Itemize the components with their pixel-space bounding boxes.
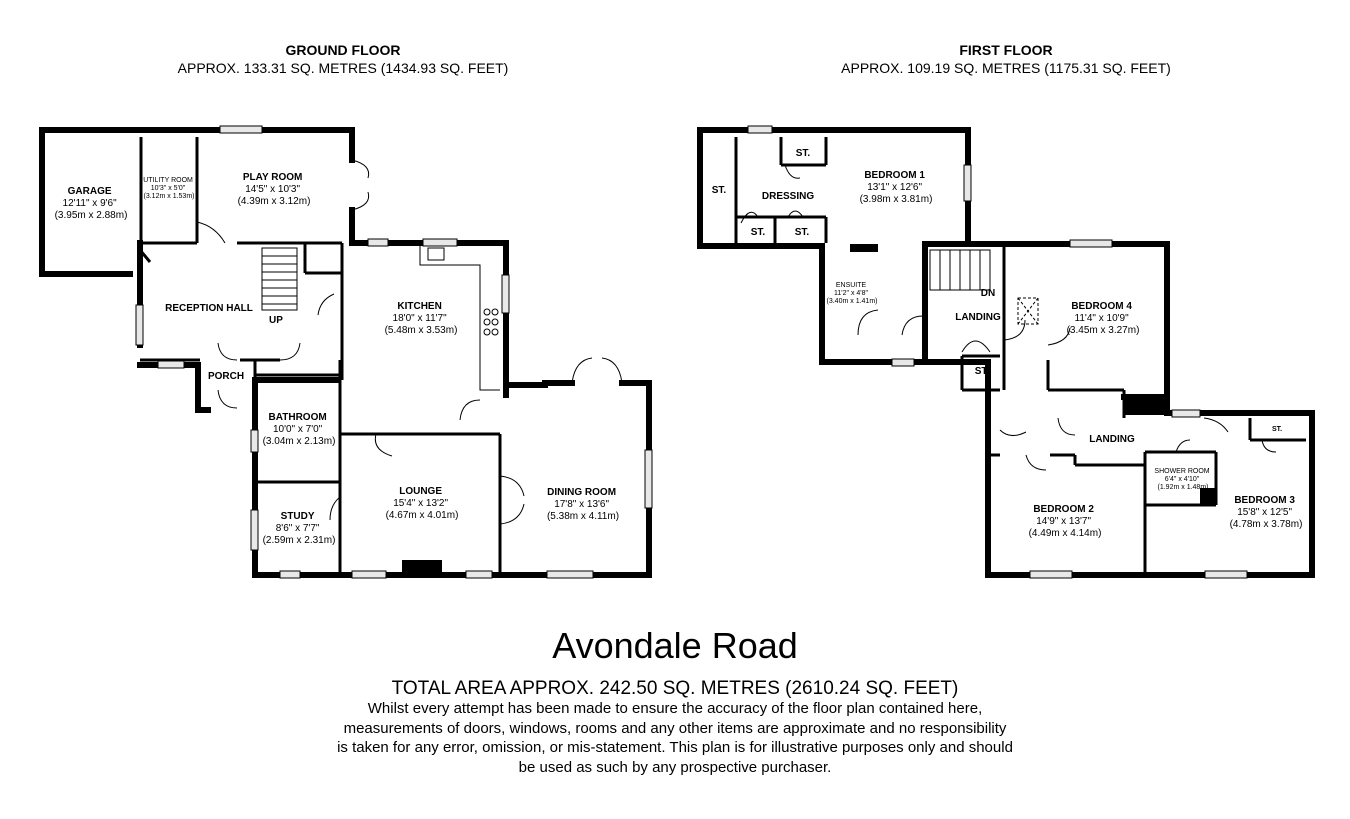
bedroom-3-name: BEDROOM 3 bbox=[1234, 495, 1295, 506]
landing-upper-label bbox=[955, 312, 1001, 323]
dining-room-label bbox=[547, 487, 619, 522]
dressing-name: DRESSING bbox=[761, 191, 815, 202]
bathroom-imperial: 10'0" x 7'0" bbox=[272, 424, 323, 435]
lounge-name: LOUNGE bbox=[399, 486, 442, 497]
disclaimer-line: Whilst every attempt has been made to ensure the accuracy of the floor plan contained here, bbox=[367, 700, 983, 717]
kitchen-label bbox=[385, 301, 458, 336]
ensuite-imperial: 11'2" x 4'8" bbox=[834, 290, 869, 297]
utility-room-name: UTILITY ROOM bbox=[143, 177, 193, 184]
play-room-imperial: 14'5" x 10'3" bbox=[245, 184, 301, 195]
study-imperial: 8'6" x 7'7" bbox=[275, 523, 320, 534]
bedroom-2-imperial: 14'9" x 13'7" bbox=[1036, 516, 1092, 527]
porch-name: PORCH bbox=[207, 371, 245, 382]
shower-room-name: SHOWER ROOM bbox=[1154, 468, 1210, 475]
bedroom-3-label bbox=[1230, 495, 1303, 530]
bedroom-4-metric: (3.45m x 3.27m) bbox=[1066, 325, 1140, 336]
reception-hall-name: RECEPTION HALL bbox=[165, 303, 253, 314]
garage-label bbox=[55, 186, 128, 221]
store-label-6: ST. bbox=[1271, 426, 1283, 433]
stairs-down-label: DN bbox=[980, 288, 996, 299]
landing-lower-label bbox=[1089, 434, 1135, 445]
play-room-label bbox=[238, 172, 311, 207]
study-metric: (2.59m x 2.31m) bbox=[262, 535, 336, 546]
bedroom-4-label bbox=[1067, 301, 1140, 336]
bedroom-3-metric: (4.78m x 3.78m) bbox=[1229, 519, 1303, 530]
disclaimer-line: be used as such by any prospective purchaser. bbox=[518, 758, 832, 776]
study-name: STUDY bbox=[280, 511, 315, 522]
store-label-5: ST. bbox=[974, 366, 990, 377]
utility-room-imperial: 10'3" x 5'0" bbox=[150, 185, 186, 192]
bedroom-2-name: BEDROOM 2 bbox=[1033, 504, 1094, 515]
bathroom-metric: (3.04m x 2.13m) bbox=[262, 436, 336, 447]
ensuite-label bbox=[827, 282, 878, 305]
porch-label bbox=[208, 371, 244, 382]
store-label-1: ST. bbox=[711, 185, 727, 196]
bedroom-2-metric: (4.49m x 4.14m) bbox=[1028, 528, 1102, 539]
first-floor-area: APPROX. 109.19 SQ. METRES (1175.31 SQ. FEET) bbox=[841, 60, 1171, 76]
garage-name: GARAGE bbox=[67, 186, 112, 197]
play-room-name: PLAY ROOM bbox=[242, 172, 303, 183]
store-label-3: ST. bbox=[750, 227, 766, 238]
bathroom-label bbox=[263, 412, 336, 447]
lounge-imperial: 15'4" x 13'2" bbox=[393, 498, 449, 509]
disclaimer-line: measurements of doors, windows, rooms and any other items are approximate and no responsibility bbox=[343, 719, 1007, 737]
lounge-metric: (4.67m x 4.01m) bbox=[385, 510, 459, 521]
bedroom-1-imperial: 13'1" x 12'6" bbox=[867, 182, 923, 193]
bedroom-2-label bbox=[1029, 504, 1102, 539]
bedroom-1-label bbox=[860, 170, 933, 205]
bedroom-4-imperial: 11'4" x 10'9" bbox=[1074, 313, 1129, 324]
garage-metric: (3.95m x 2.88m) bbox=[54, 210, 128, 221]
ground-floor-labels bbox=[55, 172, 619, 546]
bedroom-1-metric: (3.98m x 3.81m) bbox=[859, 194, 933, 205]
property-title: Avondale Road bbox=[552, 625, 798, 666]
ensuite-name: ENSUITE bbox=[835, 282, 867, 289]
first-floor-labels bbox=[712, 148, 1303, 539]
shower-room-label bbox=[1154, 468, 1211, 491]
shower-room-metric: (1.92m x 1.48m) bbox=[1157, 484, 1209, 491]
garage-imperial: 12'11" x 9'6" bbox=[62, 198, 117, 209]
stairs-up-label: UP bbox=[269, 315, 283, 326]
bedroom-1-name: BEDROOM 1 bbox=[864, 170, 925, 181]
dining-room-name: DINING ROOM bbox=[547, 487, 617, 498]
kitchen-metric: (5.48m x 3.53m) bbox=[384, 325, 458, 336]
store-label-4: ST. bbox=[794, 227, 810, 238]
ensuite-metric: (3.40m x 1.41m) bbox=[826, 298, 878, 305]
dining-room-imperial: 17'8" x 13'6" bbox=[554, 499, 610, 510]
utility-room-label bbox=[143, 177, 195, 200]
study-label bbox=[263, 511, 336, 546]
kitchen-name: KITCHEN bbox=[397, 301, 442, 312]
bedroom-4-name: BEDROOM 4 bbox=[1071, 301, 1132, 312]
dining-room-metric: (5.38m x 4.11m) bbox=[546, 511, 620, 522]
lounge-label bbox=[386, 486, 459, 521]
disclaimer bbox=[0, 699, 1350, 777]
play-room-metric: (4.39m x 3.12m) bbox=[237, 196, 311, 207]
disclaimer-line: is taken for any error, omission, or mis-statement. This plan is for illustrative purposes only and should bbox=[337, 739, 1013, 756]
total-area: TOTAL AREA APPROX. 242.50 SQ. METRES (2610.24 SQ. FEET) bbox=[391, 678, 959, 699]
first-floor-name: FIRST FLOOR bbox=[959, 42, 1053, 58]
kitchen-imperial: 18'0" x 11'7" bbox=[392, 313, 447, 324]
dressing-label bbox=[762, 191, 814, 202]
store-label-2: ST. bbox=[795, 148, 811, 159]
landing-lower-name: LANDING bbox=[1089, 434, 1135, 445]
landing-upper-name: LANDING bbox=[955, 312, 1001, 323]
ground-floor-name: GROUND FLOOR bbox=[285, 42, 401, 58]
bedroom-3-imperial: 15'8" x 12'5" bbox=[1237, 507, 1293, 518]
shower-room-imperial: 6'4" x 4'10" bbox=[1164, 476, 1200, 483]
reception-hall-label bbox=[165, 303, 253, 314]
ground-floor-area: APPROX. 133.31 SQ. METRES (1434.93 SQ. FEET) bbox=[177, 60, 509, 76]
utility-room-metric: (3.12m x 1.53m) bbox=[143, 193, 195, 200]
bathroom-name: BATHROOM bbox=[268, 412, 327, 423]
